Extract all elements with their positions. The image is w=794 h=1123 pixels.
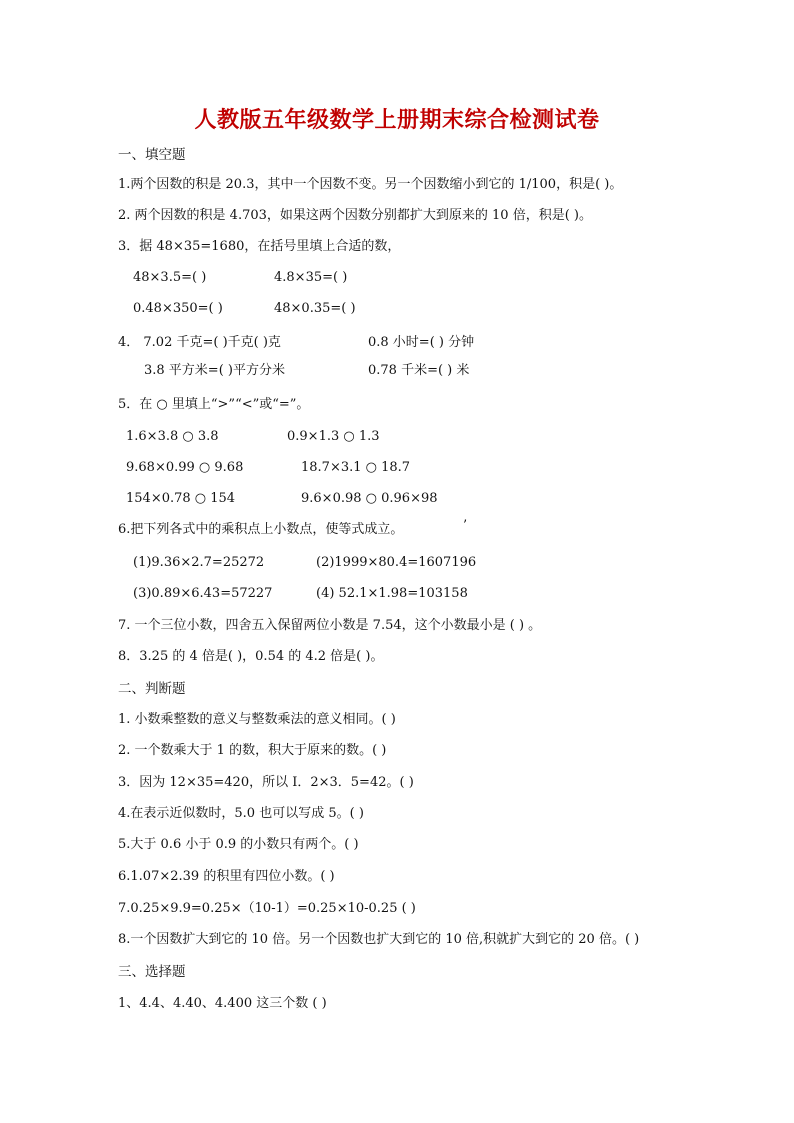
fill-question-4-b: 0.8 小时=( ) 分钟 xyxy=(368,335,475,350)
fill-question-3-a: 48×3.5=( ) xyxy=(133,270,207,285)
judge-question-6: 6.1.07×2.39 的积里有四位小数。( ) xyxy=(118,869,335,884)
fill-question-3-c: 0.48×350=( ) xyxy=(133,301,223,316)
fill-question-6-3: (3)0.89×6.43=57227 xyxy=(133,586,273,601)
fill-question-5-c: 9.68×0.99 ○ 9.68 xyxy=(126,460,244,475)
fill-question-5-a: 1.6×3.8 ○ 3.8 xyxy=(126,429,219,444)
judge-question-5: 5.大于 0.6 小于 0.9 的小数只有两个。( ) xyxy=(118,837,359,852)
fill-question-8: 8．3.25 的 4 倍是( )，0.54 的 4.2 倍是( )。 xyxy=(118,649,384,664)
stray-mark: ’ xyxy=(463,518,468,533)
judge-question-8: 8.一个因数扩大到它的 10 倍。另一个因数也扩大到它的 10 倍,积就扩大到它的 20 倍。( ) xyxy=(118,932,640,947)
fill-question-5-b: 0.9×1.3 ○ 1.3 xyxy=(287,429,380,444)
fill-question-5-d: 18.7×3.1 ○ 18.7 xyxy=(301,460,411,475)
fill-question-6-1: (1)9.36×2.7=25272 xyxy=(133,555,265,570)
judge-question-1: 1. 小数乘整数的意义与整数乘法的意义相同。( ) xyxy=(118,712,396,727)
section-heading-choice: 三、选择题 xyxy=(118,964,186,980)
judge-question-7: 7.0.25×9.9=0.25×（10-1）=0.25×10-0.25 ( ) xyxy=(118,901,416,916)
choice-question-1: 1、4.4、4.40、4.400 这三个数 ( ) xyxy=(118,996,327,1011)
fill-question-7: 7. 一个三位小数，四舍五入保留两位小数是 7.54，这个小数最小是 ( ) 。 xyxy=(118,618,542,633)
fill-question-4-a: 4． 7.02 千克=( )千克( )克 xyxy=(118,335,281,350)
judge-question-4: 4.在表示近似数时，5.0 也可以写成 5。( ) xyxy=(118,806,364,821)
judge-question-2: 2. 一个数乘大于 1 的数，积大于原来的数。( ) xyxy=(118,743,387,758)
section-heading-judge: 二、判断题 xyxy=(118,681,186,697)
fill-question-6: 6.把下列各式中的乘积点上小数点，使等式成立。 xyxy=(118,522,404,537)
fill-question-4-c: 3.8 平方米=( )平方分米 xyxy=(144,363,285,378)
fill-question-3: 3．据 48×35=1680，在括号里填上合适的数， xyxy=(118,239,401,254)
fill-question-6-2: (2)1999×80.4=1607196 xyxy=(316,555,477,570)
fill-question-3-b: 4.8×35=( ) xyxy=(274,270,348,285)
section-heading-fill: 一、填空题 xyxy=(118,147,186,163)
judge-question-3: 3．因为 12×35=420，所以 I．2×3．5=42。( ) xyxy=(118,775,414,790)
fill-question-5-f: 9.6×0.98 ○ 0.96×98 xyxy=(301,491,438,506)
fill-question-2: 2. 两个因数的积是 4.703，如果这两个因数分别都扩大到原来的 10 倍，积是( )。 xyxy=(118,208,592,223)
fill-question-5: 5．在 ○ 里填上“>”“<”或“=”。 xyxy=(118,397,310,412)
fill-question-5-e: 154×0.78 ○ 154 xyxy=(126,491,236,506)
fill-question-3-d: 48×0.35=( ) xyxy=(274,301,356,316)
exam-title: 人教版五年级数学上册期末综合检测试卷 xyxy=(194,107,600,133)
fill-question-1: 1.两个因数的积是 20.3，其中一个因数不变。另一个因数缩小到它的 1/100，积是( )。 xyxy=(118,177,623,192)
fill-question-4-d: 0.78 千米=( ) 米 xyxy=(368,363,470,378)
fill-question-6-4: (4) 52.1×1.98=103158 xyxy=(316,586,468,601)
